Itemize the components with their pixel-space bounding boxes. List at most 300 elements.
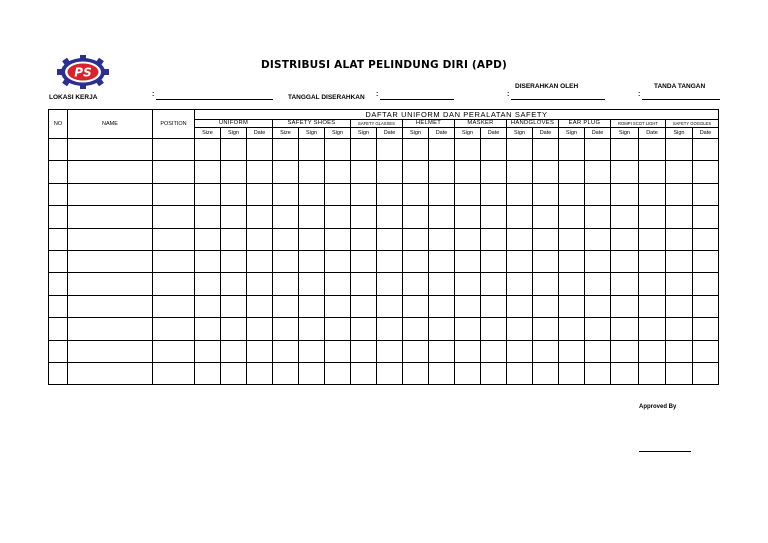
table-cell[interactable]	[49, 362, 68, 384]
table-cell[interactable]	[639, 228, 666, 250]
table-cell[interactable]	[611, 161, 639, 183]
apd-distribution-table	[48, 109, 719, 385]
table-cell[interactable]	[377, 139, 403, 161]
approved-by-label: Approved By	[639, 404, 677, 410]
table-row	[49, 362, 719, 384]
table-cell[interactable]	[68, 250, 153, 272]
table-cell[interactable]	[247, 295, 273, 317]
table-cell[interactable]	[351, 206, 377, 228]
table-cell[interactable]	[273, 273, 299, 295]
table-cell[interactable]	[559, 139, 585, 161]
table-cell[interactable]	[221, 139, 247, 161]
table-cell[interactable]	[481, 228, 507, 250]
subheader-sign: Sign	[299, 128, 325, 139]
table-cell[interactable]	[507, 206, 533, 228]
table-cell[interactable]	[693, 139, 719, 161]
subheader-sign: Sign	[611, 128, 639, 139]
table-cell[interactable]	[481, 183, 507, 205]
table-cell[interactable]	[639, 340, 666, 362]
table-cell[interactable]	[559, 318, 585, 340]
table-cell[interactable]	[611, 362, 639, 384]
table-cell[interactable]	[639, 318, 666, 340]
table-cell[interactable]	[195, 318, 221, 340]
table-cell[interactable]	[351, 250, 377, 272]
table-cell[interactable]	[559, 228, 585, 250]
table-cell[interactable]	[273, 139, 299, 161]
table-cell[interactable]	[49, 139, 68, 161]
table-row	[49, 318, 719, 340]
subheader-date: Date	[377, 128, 403, 139]
table-cell[interactable]	[195, 295, 221, 317]
table-cell[interactable]	[429, 295, 455, 317]
table-cell[interactable]	[429, 250, 455, 272]
table-cell[interactable]	[273, 340, 299, 362]
table-cell[interactable]	[377, 362, 403, 384]
table-cell[interactable]	[429, 183, 455, 205]
table-cell[interactable]	[585, 273, 611, 295]
group-header-handgloves: HANDGLOVES	[507, 120, 559, 128]
table-cell[interactable]	[455, 340, 481, 362]
table-cell[interactable]	[49, 318, 68, 340]
table-cell[interactable]	[507, 295, 533, 317]
table-cell[interactable]	[403, 340, 429, 362]
table-cell[interactable]	[325, 206, 351, 228]
table-row	[49, 228, 719, 250]
table-cell[interactable]	[351, 273, 377, 295]
table-cell[interactable]	[325, 139, 351, 161]
table-row	[49, 139, 719, 161]
table-cell[interactable]	[299, 183, 325, 205]
table-cell[interactable]	[639, 273, 666, 295]
subheader-date: Date	[247, 128, 273, 139]
table-cell[interactable]	[195, 139, 221, 161]
table-cell[interactable]	[68, 318, 153, 340]
table-cell[interactable]	[247, 228, 273, 250]
subheader-date: Date	[533, 128, 559, 139]
table-cell[interactable]	[153, 362, 195, 384]
table-cell[interactable]	[221, 295, 247, 317]
table-cell[interactable]	[533, 318, 559, 340]
table-cell[interactable]	[221, 318, 247, 340]
table-cell[interactable]	[153, 318, 195, 340]
table-cell[interactable]	[195, 161, 221, 183]
table-cell[interactable]	[533, 228, 559, 250]
table-cell[interactable]	[611, 228, 639, 250]
table-cell[interactable]	[299, 139, 325, 161]
table-cell[interactable]	[68, 273, 153, 295]
subheader-size: Size	[273, 128, 299, 139]
table-cell[interactable]	[611, 340, 639, 362]
table-cell[interactable]	[247, 273, 273, 295]
table-cell[interactable]	[429, 161, 455, 183]
table-cell[interactable]	[585, 295, 611, 317]
table-cell[interactable]	[273, 250, 299, 272]
table-cell[interactable]	[585, 139, 611, 161]
table-cell[interactable]	[247, 183, 273, 205]
table-cell[interactable]	[273, 228, 299, 250]
table-cell[interactable]	[455, 250, 481, 272]
table-cell[interactable]	[481, 340, 507, 362]
table-cell[interactable]	[195, 362, 221, 384]
table-cell[interactable]	[507, 139, 533, 161]
table-cell[interactable]	[481, 273, 507, 295]
table-cell[interactable]	[455, 139, 481, 161]
table-cell[interactable]	[49, 295, 68, 317]
table-cell[interactable]	[403, 250, 429, 272]
table-cell[interactable]	[273, 362, 299, 384]
table-cell[interactable]	[195, 340, 221, 362]
table-cell[interactable]	[377, 295, 403, 317]
table-cell[interactable]	[455, 228, 481, 250]
table-cell[interactable]	[299, 273, 325, 295]
table-cell[interactable]	[533, 206, 559, 228]
table-cell[interactable]	[585, 250, 611, 272]
table-cell[interactable]	[481, 139, 507, 161]
table-cell[interactable]	[429, 273, 455, 295]
tanggal-diserahkan-field[interactable]	[380, 91, 454, 100]
table-cell[interactable]	[611, 273, 639, 295]
table-cell[interactable]	[377, 273, 403, 295]
diserahkan-oleh-label: DISERAHKAN OLEH	[515, 83, 579, 90]
table-cell[interactable]	[221, 161, 247, 183]
table-cell[interactable]	[481, 362, 507, 384]
table-cell[interactable]	[325, 295, 351, 317]
table-cell[interactable]	[533, 340, 559, 362]
table-cell[interactable]	[455, 183, 481, 205]
table-cell[interactable]	[611, 250, 639, 272]
table-cell[interactable]	[403, 362, 429, 384]
table-cell[interactable]	[403, 206, 429, 228]
lokasi-kerja-field[interactable]	[156, 91, 273, 100]
table-cell[interactable]	[507, 250, 533, 272]
table-cell[interactable]	[559, 161, 585, 183]
table-cell[interactable]	[351, 139, 377, 161]
table-cell[interactable]	[325, 340, 351, 362]
table-cell[interactable]	[455, 318, 481, 340]
table-cell[interactable]	[273, 295, 299, 317]
table-cell[interactable]	[377, 228, 403, 250]
table-cell[interactable]	[585, 228, 611, 250]
table-cell[interactable]	[403, 161, 429, 183]
table-row	[49, 250, 719, 272]
table-cell[interactable]	[221, 340, 247, 362]
table-cell[interactable]	[559, 340, 585, 362]
table-cell[interactable]	[49, 161, 68, 183]
table-cell[interactable]	[559, 362, 585, 384]
table-cell[interactable]	[153, 295, 195, 317]
table-row	[49, 273, 719, 295]
table-cell[interactable]	[273, 183, 299, 205]
table-cell[interactable]	[611, 206, 639, 228]
table-cell[interactable]	[693, 362, 719, 384]
table-cell[interactable]	[299, 228, 325, 250]
table-cell[interactable]	[377, 206, 403, 228]
table-cell[interactable]	[455, 362, 481, 384]
group-header-ear-plug: EAR PLUG	[559, 120, 611, 128]
table-cell[interactable]	[325, 183, 351, 205]
table-cell[interactable]	[507, 318, 533, 340]
table-cell[interactable]	[273, 206, 299, 228]
table-cell[interactable]	[299, 295, 325, 317]
table-cell[interactable]	[68, 139, 153, 161]
table-cell[interactable]	[68, 161, 153, 183]
table-cell[interactable]	[325, 318, 351, 340]
table-cell[interactable]	[49, 183, 68, 205]
table-cell[interactable]	[559, 295, 585, 317]
table-cell[interactable]	[403, 295, 429, 317]
subheader-sign: Sign	[351, 128, 377, 139]
table-cell[interactable]	[247, 161, 273, 183]
table-cell[interactable]	[693, 183, 719, 205]
table-cell[interactable]	[693, 318, 719, 340]
table-cell[interactable]	[153, 273, 195, 295]
table-cell[interactable]	[585, 362, 611, 384]
table-cell[interactable]	[247, 362, 273, 384]
table-cell[interactable]	[377, 340, 403, 362]
table-cell[interactable]	[666, 161, 693, 183]
table-cell[interactable]	[666, 183, 693, 205]
table-cell[interactable]	[639, 250, 666, 272]
table-cell[interactable]	[221, 228, 247, 250]
table-cell[interactable]	[351, 228, 377, 250]
table-cell[interactable]	[666, 250, 693, 272]
table-cell[interactable]	[693, 250, 719, 272]
table-cell[interactable]	[533, 295, 559, 317]
table-cell[interactable]	[221, 206, 247, 228]
diserahkan-oleh-field[interactable]	[511, 91, 605, 100]
table-cell[interactable]	[611, 295, 639, 317]
tanda-tangan-field[interactable]	[642, 91, 720, 100]
tanda-tangan-label: TANDA TANGAN	[654, 83, 706, 90]
table-cell[interactable]	[666, 139, 693, 161]
table-cell[interactable]	[299, 318, 325, 340]
table-cell[interactable]	[299, 340, 325, 362]
table-cell[interactable]	[585, 161, 611, 183]
table-cell[interactable]	[666, 362, 693, 384]
table-cell[interactable]	[403, 318, 429, 340]
table-cell[interactable]	[153, 183, 195, 205]
table-cell[interactable]	[195, 273, 221, 295]
subheader-sign: Sign	[455, 128, 481, 139]
table-cell[interactable]	[481, 161, 507, 183]
subheader-sign: Sign	[403, 128, 429, 139]
subheader-date: Date	[693, 128, 719, 139]
table-cell[interactable]	[429, 362, 455, 384]
subheader-sign: Sign	[221, 128, 247, 139]
table-cell[interactable]	[325, 362, 351, 384]
group-header-uniform: UNIFORM	[195, 120, 273, 128]
table-cell[interactable]	[221, 362, 247, 384]
table-cell[interactable]	[507, 340, 533, 362]
table-cell[interactable]	[481, 295, 507, 317]
table-cell[interactable]	[195, 250, 221, 272]
table-cell[interactable]	[273, 318, 299, 340]
table-cell[interactable]	[507, 273, 533, 295]
table-cell[interactable]	[325, 273, 351, 295]
table-cell[interactable]	[533, 139, 559, 161]
table-cell[interactable]	[351, 183, 377, 205]
table-cell[interactable]	[195, 228, 221, 250]
table-cell[interactable]	[68, 362, 153, 384]
table-cell[interactable]	[666, 228, 693, 250]
table-cell[interactable]	[49, 206, 68, 228]
table-cell[interactable]	[403, 228, 429, 250]
table-cell[interactable]	[153, 228, 195, 250]
table-cell[interactable]	[481, 250, 507, 272]
table-cell[interactable]	[351, 318, 377, 340]
lokasi-colon: :	[152, 91, 155, 98]
table-cell[interactable]	[455, 295, 481, 317]
table-cell[interactable]	[299, 250, 325, 272]
table-cell[interactable]	[195, 183, 221, 205]
table-cell[interactable]	[153, 340, 195, 362]
table-cell[interactable]	[377, 250, 403, 272]
table-cell[interactable]	[666, 206, 693, 228]
table-cell[interactable]	[429, 228, 455, 250]
table-cell[interactable]	[507, 228, 533, 250]
table-cell[interactable]	[221, 250, 247, 272]
table-cell[interactable]	[455, 273, 481, 295]
group-header-masker: MASKER	[455, 120, 507, 128]
table-cell[interactable]	[247, 250, 273, 272]
table-cell[interactable]	[639, 206, 666, 228]
table-cell[interactable]	[455, 161, 481, 183]
header-no: NO	[49, 110, 68, 139]
table-cell[interactable]	[693, 206, 719, 228]
logo-text: PS	[74, 65, 92, 80]
table-cell[interactable]	[247, 318, 273, 340]
table-cell[interactable]	[351, 340, 377, 362]
table-cell[interactable]	[429, 340, 455, 362]
table-cell[interactable]	[403, 139, 429, 161]
table-cell[interactable]	[559, 273, 585, 295]
table-cell[interactable]	[351, 295, 377, 317]
table-cell[interactable]	[507, 183, 533, 205]
table-row	[49, 161, 719, 183]
table-cell[interactable]	[533, 362, 559, 384]
table-cell[interactable]	[195, 206, 221, 228]
table-cell[interactable]	[299, 206, 325, 228]
table-cell[interactable]	[693, 228, 719, 250]
subheader-date: Date	[481, 128, 507, 139]
table-cell[interactable]	[559, 250, 585, 272]
table-cell[interactable]	[666, 340, 693, 362]
table-cell[interactable]	[666, 295, 693, 317]
table-cell[interactable]	[533, 183, 559, 205]
table-cell[interactable]	[153, 206, 195, 228]
table-cell[interactable]	[247, 340, 273, 362]
table-cell[interactable]	[325, 228, 351, 250]
tanggal-diserahkan-label: TANGGAL DISERAHKAN	[288, 94, 365, 101]
approved-signature-line[interactable]	[639, 451, 691, 452]
table-cell[interactable]	[639, 161, 666, 183]
table-cell[interactable]	[429, 206, 455, 228]
subheader-date: Date	[639, 128, 666, 139]
table-cell[interactable]	[693, 161, 719, 183]
table-cell[interactable]	[533, 250, 559, 272]
table-cell[interactable]	[666, 273, 693, 295]
table-cell[interactable]	[325, 250, 351, 272]
table-cell[interactable]	[429, 139, 455, 161]
table-cell[interactable]	[639, 183, 666, 205]
table-cell[interactable]	[68, 295, 153, 317]
subheader-sign: Sign	[666, 128, 693, 139]
table-cell[interactable]	[507, 161, 533, 183]
table-cell[interactable]	[273, 161, 299, 183]
table-cell[interactable]	[611, 183, 639, 205]
subheader-size: Size	[195, 128, 221, 139]
table-cell[interactable]	[559, 206, 585, 228]
subheader-date: Date	[429, 128, 455, 139]
table-row	[49, 206, 719, 228]
table-cell[interactable]	[49, 340, 68, 362]
table-cell[interactable]	[68, 206, 153, 228]
table-cell[interactable]	[693, 340, 719, 362]
table-cell[interactable]	[666, 318, 693, 340]
table-cell[interactable]	[377, 183, 403, 205]
table-cell[interactable]	[377, 318, 403, 340]
group-header-safety-shoes: SAFETY SHOES	[273, 120, 351, 128]
table-cell[interactable]	[247, 139, 273, 161]
group-header-safety-glasses: SAFETY GLASSES	[351, 120, 403, 128]
table-cell[interactable]	[153, 161, 195, 183]
table-cell[interactable]	[693, 273, 719, 295]
table-cell[interactable]	[611, 139, 639, 161]
table-cell[interactable]	[693, 295, 719, 317]
table-cell[interactable]	[585, 340, 611, 362]
table-cell[interactable]	[377, 161, 403, 183]
table-cell[interactable]	[299, 362, 325, 384]
table-cell[interactable]	[68, 340, 153, 362]
table-cell[interactable]	[68, 228, 153, 250]
table-cell[interactable]	[299, 161, 325, 183]
table-cell[interactable]	[49, 250, 68, 272]
table-cell[interactable]	[533, 273, 559, 295]
table-cell[interactable]	[351, 161, 377, 183]
table-cell[interactable]	[153, 139, 195, 161]
table-cell[interactable]	[507, 362, 533, 384]
table-cell[interactable]	[585, 183, 611, 205]
table-cell[interactable]	[639, 362, 666, 384]
table-cell[interactable]	[481, 318, 507, 340]
table-cell[interactable]	[403, 183, 429, 205]
table-cell[interactable]	[49, 273, 68, 295]
table-cell[interactable]	[49, 228, 68, 250]
tanggal-colon: :	[376, 91, 379, 98]
table-cell[interactable]	[247, 206, 273, 228]
table-cell[interactable]	[455, 206, 481, 228]
table-cell[interactable]	[325, 161, 351, 183]
table-cell[interactable]	[639, 295, 666, 317]
table-cell[interactable]	[429, 318, 455, 340]
table-cell[interactable]	[68, 183, 153, 205]
table-cell[interactable]	[351, 362, 377, 384]
table-cell[interactable]	[481, 206, 507, 228]
table-cell[interactable]	[585, 206, 611, 228]
table-cell[interactable]	[611, 318, 639, 340]
diserahkan-colon: :	[507, 91, 510, 98]
table-cell[interactable]	[639, 139, 666, 161]
subheader-sign: Sign	[325, 128, 351, 139]
table-cell[interactable]	[153, 250, 195, 272]
table-cell[interactable]	[221, 273, 247, 295]
table-cell[interactable]	[403, 273, 429, 295]
table-cell[interactable]	[221, 183, 247, 205]
table-cell[interactable]	[585, 318, 611, 340]
table-cell[interactable]	[559, 183, 585, 205]
page-title: DISTRIBUSI ALAT PELINDUNG DIRI (APD)	[260, 59, 508, 71]
table-cell[interactable]	[533, 161, 559, 183]
